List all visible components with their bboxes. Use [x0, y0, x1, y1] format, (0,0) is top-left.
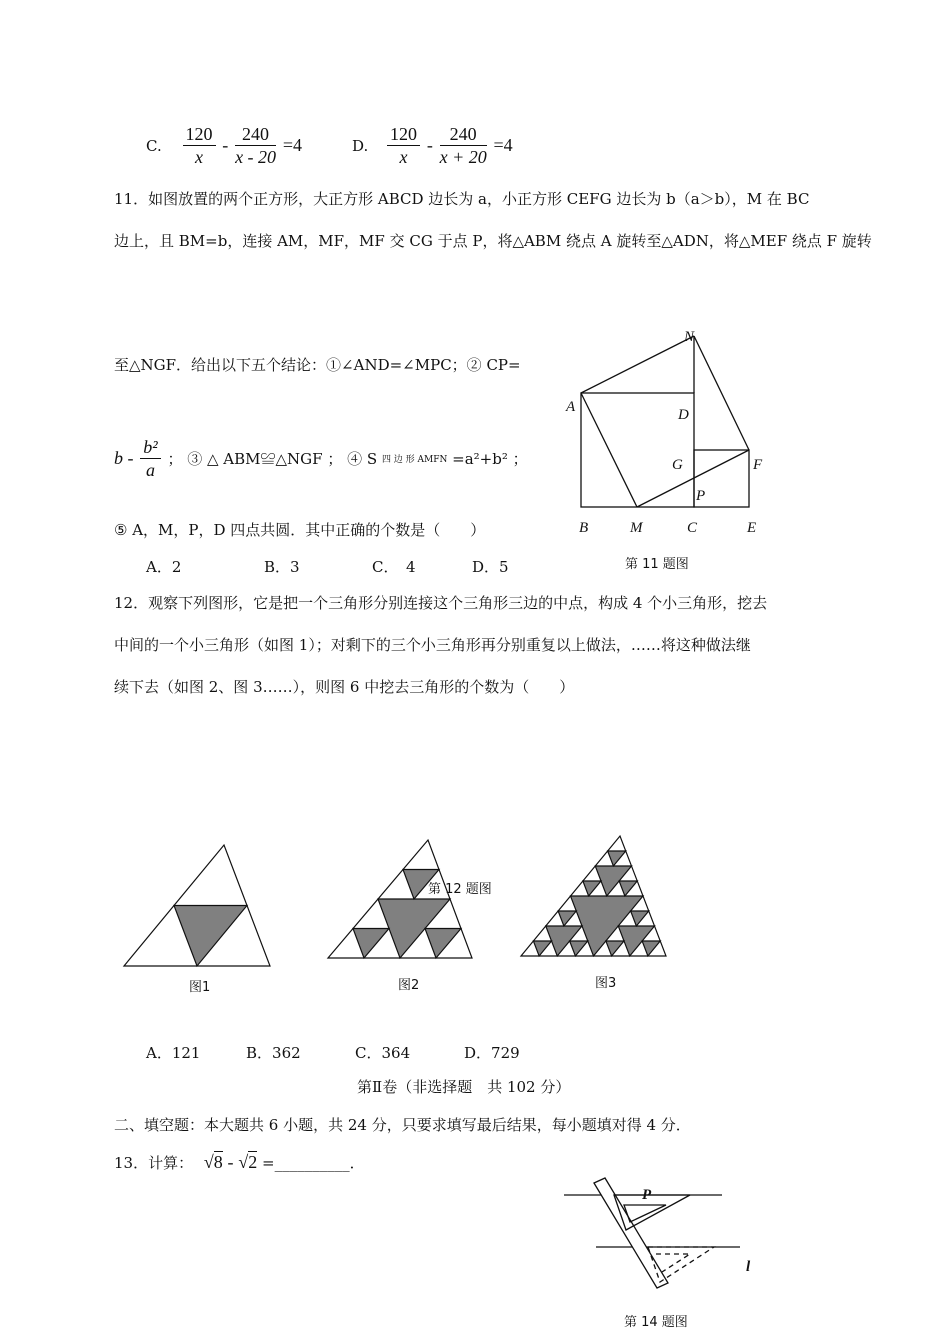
part2-title: 第Ⅱ卷（非选择题 共 102 分） — [357, 1078, 571, 1096]
conclusion-text: ； ③ △ ABM≌△NGF ； ④ S — [167, 450, 378, 468]
q11-figure-caption: 第 11 题图 — [625, 557, 689, 572]
sqrt-2: √2 — [238, 1152, 258, 1172]
label-g: G — [672, 457, 683, 473]
q11-line-2: 边上，且 BM=b，连接 AM，MF，MF 交 CG 于点 P，将△ABM 绕点 A 旋转至△ADN，将△MEF 绕点 F 旋转 — [114, 232, 872, 250]
section-heading: 二、填空题：本大题共 6 小题，共 24 分，只要求填写最后结果，每小题填对得 4 分． — [114, 1116, 691, 1134]
option-d: D．5 — [472, 558, 509, 576]
option-a: A．2 — [146, 558, 182, 576]
conclusion-tail: =a²+b² ； — [452, 450, 528, 468]
set-square-shifted — [648, 1247, 714, 1282]
q14-figure-caption: 第 14 题图 — [624, 1315, 688, 1330]
figure-3-label: 图3 — [595, 976, 617, 991]
q12-figure-caption: 第 12 题图 — [428, 882, 492, 897]
q12-line-2: 中间的一个小三角形（如图 1）；对剩下的三个小三角形再分别重复以上做法，……将这种做法继 — [114, 636, 751, 654]
option-letter: C. — [146, 136, 162, 155]
label-d: D — [678, 407, 689, 423]
answer-blank: =__________． — [262, 1154, 365, 1172]
option-b: B．362 — [246, 1044, 301, 1062]
fraction: $\frac{240}{x + 20}$ — [439, 124, 487, 167]
set-square-shifted-inner — [656, 1254, 690, 1272]
label-c: C — [687, 520, 698, 536]
fraction: $\frac{120}{x}$ — [387, 124, 420, 167]
option-c: C． 4 — [372, 558, 416, 576]
fraction: $\frac{240}{x - 20}$ — [235, 124, 277, 167]
q11-line-1: 11．如图放置的两个正方形，大正方形 ABCD 边长为 a，小正方形 CEFG 边长为 b（a＞b），M 在 BC — [114, 190, 810, 208]
minus-sign: - — [227, 1152, 234, 1172]
figure-1-label: 图1 — [189, 980, 211, 995]
q11-line-3: 至△NGF．给出以下五个结论：①∠AND=∠MPC；② CP= — [114, 356, 521, 374]
equation-rhs: =4 — [282, 135, 302, 155]
q12-line-1: 12．观察下列图形，它是把一个三角形分别连接这个三角形三边的中点，构成 4 个小三角形，挖去 — [114, 594, 768, 612]
label-a: A — [566, 399, 576, 415]
fraction: $\frac{\text{b²}}{a}$ — [140, 437, 160, 480]
q13-lead: 13．计算： — [114, 1154, 194, 1172]
minus-sign: - — [426, 135, 433, 155]
expr-lead: b - — [114, 448, 134, 468]
option-d: D．729 — [464, 1044, 520, 1062]
label-f: F — [753, 457, 763, 473]
option-a: A．121 — [146, 1044, 201, 1062]
fraction: $\frac{120}{x}$ — [183, 124, 216, 167]
minus-sign: - — [222, 135, 229, 155]
q12-line-3: 续下去（如图 2、图 3……），则图 6 中挖去三角形的个数为（ ） — [114, 678, 575, 696]
q11-line-5: ⑤ A，M，P，D 四点共圆．其中正确的个数是（ ） — [114, 521, 486, 539]
subscript: 四 边 形 AMFN — [381, 455, 448, 465]
option-c: C．364 — [355, 1044, 411, 1062]
label-p: P — [642, 1187, 652, 1203]
label-e: E — [747, 520, 757, 536]
equation-rhs: =4 — [493, 135, 513, 155]
label-n: N — [684, 329, 695, 345]
label-m: M — [630, 520, 643, 536]
label-p: P — [696, 488, 706, 504]
label-l: l — [746, 1259, 751, 1275]
option-letter: D. — [352, 136, 369, 155]
label-b: B — [579, 520, 589, 536]
option-b: B．3 — [264, 558, 300, 576]
sqrt-8: √8 — [203, 1152, 223, 1172]
figure-2-label: 图2 — [398, 978, 420, 993]
